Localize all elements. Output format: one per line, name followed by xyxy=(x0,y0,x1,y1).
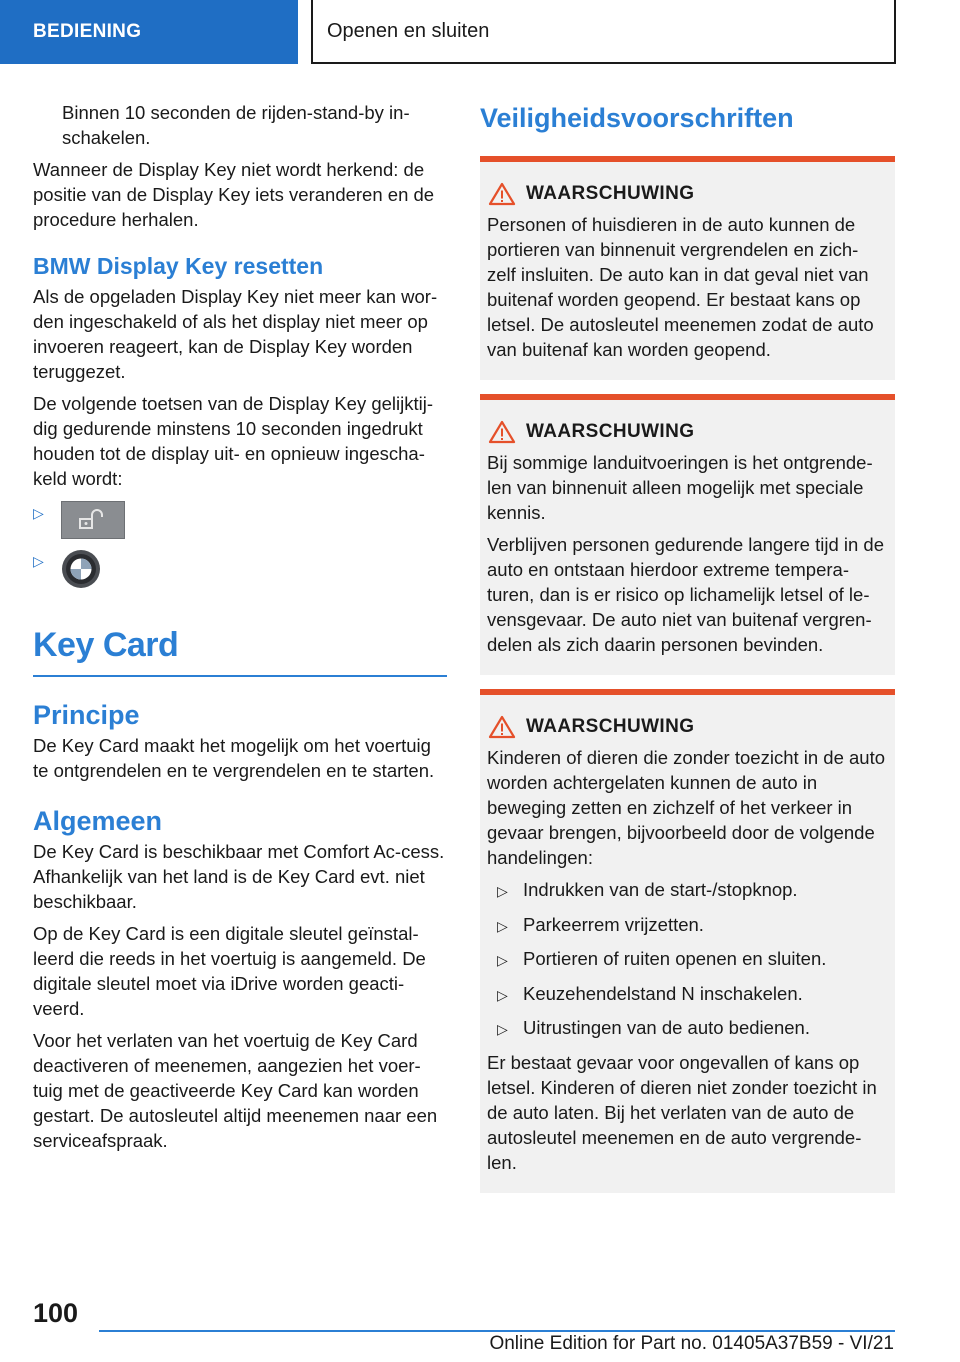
list-item-text: Parkeerrem vrijzetten. xyxy=(523,913,704,935)
edition-footer: Online Edition for Part no. 01405A37B59 - VI/21 xyxy=(489,1333,894,1354)
list-item-text: Uitrustingen van de auto bedienen. xyxy=(523,1017,810,1038)
arrow-bullet: ▷ xyxy=(33,505,44,521)
reset-paragraph-2: De volgende toetsen van de Display Key gelijktij-dig gedurende minstens 10 seconden ingedrukt houden tot de display uit- en opnieuw ingescha-keld wordt: xyxy=(33,393,434,489)
reset-heading: BMW Display Key resetten xyxy=(33,253,324,279)
reset-paragraph-1: Als de opgeladen Display Key niet meer kan wor-den ingeschakeld of als het display niet meer op invoeren reageert, kan de Display Key worden teruggezet. xyxy=(33,286,438,382)
list-item xyxy=(487,946,887,973)
general-paragraph-3: Voor het verlaten van het voertuig de Key Card deactiveren of meenemen, aangezien het voer-tuig met de geactiveerde Key Card kan worden gestart. De autosleutel altijd meenemen naar een serviceafspraak. xyxy=(33,1030,438,1151)
list-item-text: Portieren of ruiten openen en sluiten. xyxy=(523,948,827,969)
principle-paragraph: De Key Card maakt het mogelijk om het voertuig te ontgrendelen en te vergrendelen en te starten. xyxy=(33,735,435,781)
key-item-bmw xyxy=(33,549,447,589)
warning-triangle-icon xyxy=(488,182,516,206)
warning-title-row xyxy=(487,715,887,739)
warning-title: WAARSCHUWING xyxy=(526,421,695,442)
arrow-bullet: ▷ xyxy=(497,986,508,1003)
warning-title: WAARSCHUWING xyxy=(526,716,695,737)
unlock-icon xyxy=(76,509,110,531)
warning-title: WAARSCHUWING xyxy=(526,183,695,204)
warning-box-1 xyxy=(480,156,895,380)
warning-title-row xyxy=(487,420,887,444)
safety-heading: Veiligheidsvoorschriften xyxy=(480,103,794,133)
bmw-logo-icon xyxy=(61,549,101,589)
chapter-title: Openen en sluiten xyxy=(327,19,490,42)
warning-intro: Kinderen of dieren die zonder toezicht in de auto worden achtergelaten kunnen de auto in beweging zetten en zichzelf of het verkeer in gevaar brengen, bijvoorbeeld door de volgende handelingen: xyxy=(487,747,886,868)
list-item-text: Keuzehendelstand N inschakelen. xyxy=(523,982,803,1004)
list-item xyxy=(487,912,887,939)
right-column xyxy=(480,100,895,1207)
warning-box-2 xyxy=(480,394,895,675)
warning-paragraph: Bij sommige landuitvoeringen is het ontgrende-len van binnenuit alleen mogelijk met speciale kennis. xyxy=(487,452,873,523)
chapter-tab xyxy=(311,0,896,64)
list-item-text: Indrukken van de start-/stopknop. xyxy=(523,879,798,900)
heading-rule xyxy=(33,675,447,677)
key-item-unlock xyxy=(33,501,447,539)
warning-paragraph: Personen of huisdieren in de auto kunnen de portieren van binnenuit vergrendelen en zich-zelf insluiten. De auto kan in dat geval niet van buitenaf worden geopend. Er bestaat kans op letsel. De autosleutel meenemen zodat de auto van buitenaf kan worden geopend. xyxy=(487,214,874,360)
list-item xyxy=(487,1015,887,1042)
list-item xyxy=(487,981,887,1008)
intro-paragraph: Wanneer de Display Key niet wordt herkend: de positie van de Display Key iets veranderen en de procedure herhalen. xyxy=(33,159,435,230)
warning-outro: Er bestaat gevaar voor ongevallen of kans op letsel. Kinderen of dieren niet zonder toezicht in de auto laten. Bij het verlaten van de auto de autosleutel meenemen en de auto vergrende-len. xyxy=(487,1051,877,1173)
unlock-button-image xyxy=(61,501,125,539)
section-title: BEDIENING xyxy=(33,21,142,42)
arrow-bullet: ▷ xyxy=(497,1021,508,1037)
arrow-bullet: ▷ xyxy=(33,553,44,569)
principle-heading: Principe xyxy=(33,700,140,730)
arrow-bullet: ▷ xyxy=(497,952,508,968)
bmw-button-image xyxy=(61,549,101,589)
keycard-heading: Key Card xyxy=(33,626,179,664)
warning-title-row xyxy=(487,182,887,206)
warning-box-3 xyxy=(480,689,895,1193)
footer-rule xyxy=(99,1330,895,1332)
general-heading: Algemeen xyxy=(33,806,163,836)
intro-indent-text: Binnen 10 seconden de rijden-stand-by in-schakelen. xyxy=(62,102,410,148)
page-number: 100 xyxy=(33,1298,79,1328)
left-column xyxy=(33,100,447,1153)
arrow-bullet: ▷ xyxy=(497,917,508,934)
warning-triangle-icon xyxy=(488,715,516,739)
warning-triangle-icon xyxy=(488,420,516,444)
list-item xyxy=(487,877,887,904)
section-tab xyxy=(0,0,298,64)
general-paragraph-2: Op de Key Card is een digitale sleutel geïnstal-leerd die reeds in het voertuig is aangemeld. De digitale sleutel moet via iDrive worden geacti-veerd. xyxy=(33,923,426,1019)
warning-bullet-list xyxy=(487,877,887,1042)
warning-paragraph: Verblijven personen gedurende langere tijd in de auto en ontstaan hierdoor extreme tempera-turen, dan is er risico op lichamelijk letsel of le-vensgevaar. De auto niet van buitenaf vergren-delen als zich daarin personen bevinden. xyxy=(487,534,885,655)
general-paragraph-1: De Key Card is beschikbaar met Comfort Ac-cess. Afhankelijk van het land is de Key Card evt. niet beschikbaar. xyxy=(33,841,445,912)
arrow-bullet: ▷ xyxy=(497,883,508,899)
